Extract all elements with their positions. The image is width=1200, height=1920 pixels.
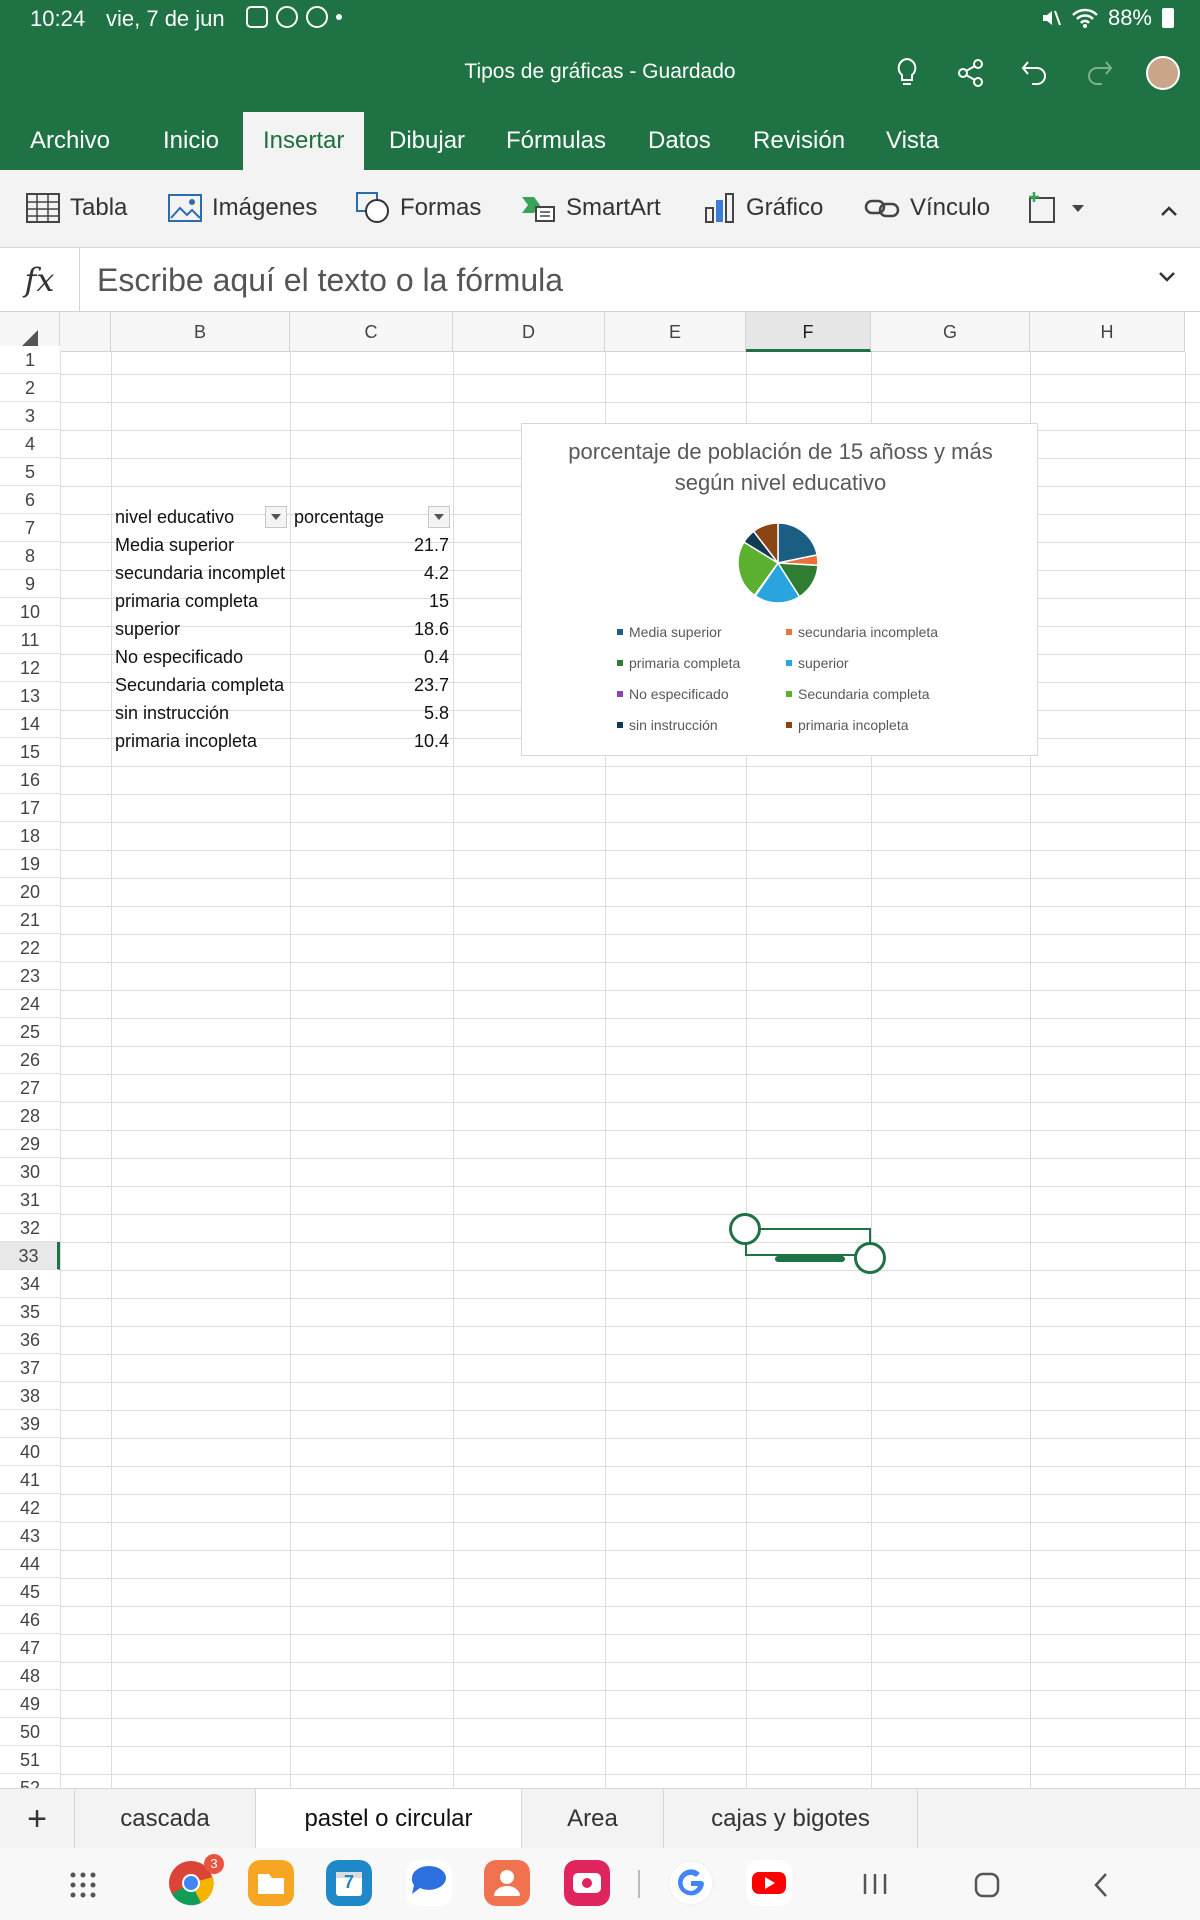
- tab-archivo[interactable]: Archivo: [30, 127, 111, 154]
- row-header[interactable]: 20: [0, 878, 60, 906]
- column-header-g[interactable]: G: [871, 312, 1030, 352]
- gridline: [60, 1606, 1200, 1607]
- wifi-icon: [1072, 7, 1098, 29]
- gridline: [60, 1662, 1200, 1663]
- sheet-tab-cascada[interactable]: cascada: [74, 1789, 256, 1849]
- gridline: [60, 962, 1200, 963]
- row-header[interactable]: 43: [0, 1522, 60, 1550]
- table-button[interactable]: [26, 190, 127, 226]
- chart-button[interactable]: [704, 190, 823, 226]
- screen-recorder-icon[interactable]: [564, 1860, 610, 1906]
- row-header[interactable]: 48: [0, 1662, 60, 1690]
- pie-slice-3[interactable]: [778, 563, 818, 597]
- gridline: [60, 822, 1200, 823]
- mute-icon: [1040, 7, 1062, 29]
- legend-swatch: [786, 722, 792, 728]
- gridline: [60, 1046, 1200, 1047]
- fx-icon[interactable]: fx: [0, 248, 80, 312]
- filter-dropdown-icon[interactable]: [265, 506, 287, 528]
- table-cell-label[interactable]: No especificado: [115, 647, 244, 667]
- gridline: [60, 850, 1200, 851]
- redo-icon[interactable]: [1080, 54, 1118, 92]
- legend-swatch: [617, 722, 623, 728]
- column-header-b[interactable]: B: [111, 312, 290, 352]
- column-header-c[interactable]: C: [290, 312, 453, 352]
- add-more-button[interactable]: [1026, 190, 1086, 226]
- google-app-icon[interactable]: [668, 1860, 714, 1906]
- pie-slice-2[interactable]: [778, 555, 818, 566]
- gridline: [60, 374, 1200, 375]
- row-header[interactable]: 31: [0, 1186, 60, 1214]
- gridline: [60, 1410, 1200, 1411]
- row-header[interactable]: 28: [0, 1102, 60, 1130]
- row-header[interactable]: 3: [0, 402, 60, 430]
- status-bar: [0, 0, 1200, 38]
- gridline: [60, 1130, 1200, 1131]
- more-notifications-icon: [336, 14, 342, 20]
- tab-datos[interactable]: Datos: [648, 127, 711, 154]
- system-icons: [1040, 5, 1174, 31]
- add-box-icon: [1026, 192, 1060, 224]
- gridline: [60, 1382, 1200, 1383]
- table-cell-label[interactable]: primaria incopleta: [115, 731, 258, 751]
- legend-label: Media superior: [629, 624, 722, 640]
- row-header[interactable]: 24: [0, 990, 60, 1018]
- table-cell-label[interactable]: superior: [115, 619, 181, 639]
- gridline: [60, 352, 61, 1788]
- row-header[interactable]: 15: [0, 738, 60, 766]
- column-header-e[interactable]: E: [605, 312, 746, 352]
- gridline: [111, 352, 112, 1788]
- row-header[interactable]: 1: [0, 346, 60, 374]
- row-header[interactable]: 11: [0, 626, 60, 654]
- row-header[interactable]: 14: [0, 710, 60, 738]
- gridline: [60, 766, 1200, 767]
- gridline: [60, 878, 1200, 879]
- images-label: Imágenes: [212, 194, 318, 221]
- cell-selection[interactable]: [745, 1228, 871, 1256]
- title-actions: [888, 54, 1182, 92]
- smartart-icon: [520, 193, 556, 223]
- link-label: Vínculo: [910, 194, 991, 221]
- lightbulb-icon[interactable]: [888, 54, 926, 92]
- row-header[interactable]: 27: [0, 1074, 60, 1102]
- table-cell-label[interactable]: secundaria incomplet: [115, 563, 286, 583]
- legend-item[interactable]: [786, 686, 930, 702]
- legend-item[interactable]: [617, 655, 740, 671]
- column-header-h[interactable]: H: [1030, 312, 1185, 352]
- table-cell-value[interactable]: 15: [428, 591, 449, 611]
- row-header[interactable]: 37: [0, 1354, 60, 1382]
- row-header[interactable]: 10: [0, 598, 60, 626]
- gridline: [60, 794, 1200, 795]
- row-header[interactable]: 17: [0, 794, 60, 822]
- gallery-notification-icon: [246, 6, 268, 28]
- row-header[interactable]: 16: [0, 766, 60, 794]
- gridline: [60, 1354, 1200, 1355]
- row-header[interactable]: 36: [0, 1326, 60, 1354]
- legend-label: sin instrucción: [629, 717, 718, 733]
- row-header[interactable]: 4: [0, 430, 60, 458]
- row-header[interactable]: 2: [0, 374, 60, 402]
- gridline: [60, 1634, 1200, 1635]
- row-header[interactable]: 32: [0, 1214, 60, 1242]
- legend-label: superior: [798, 655, 849, 671]
- legend-item[interactable]: [617, 717, 718, 733]
- row-header[interactable]: 45: [0, 1578, 60, 1606]
- selection-resize-grip[interactable]: [775, 1256, 845, 1262]
- row-header[interactable]: 18: [0, 822, 60, 850]
- table-cell-label[interactable]: Secundaria completa: [115, 675, 285, 695]
- row-header[interactable]: 30: [0, 1158, 60, 1186]
- gridline: [60, 990, 1200, 991]
- row-header[interactable]: 33: [0, 1242, 60, 1270]
- row-header[interactable]: 12: [0, 654, 60, 682]
- row-header[interactable]: 9: [0, 570, 60, 598]
- chart-icon: [704, 192, 736, 224]
- legend-label: primaria completa: [629, 655, 741, 671]
- table-cell-value[interactable]: 10.4: [413, 731, 449, 751]
- legend-swatch: [617, 629, 623, 635]
- pie-slice-8[interactable]: [754, 523, 778, 563]
- gridline: [60, 1774, 1200, 1775]
- image-icon: [168, 194, 202, 222]
- row-header[interactable]: 46: [0, 1606, 60, 1634]
- gridline: [60, 1074, 1200, 1075]
- pie-slice-4[interactable]: [755, 563, 799, 603]
- legend-label: primaria incopleta: [798, 717, 909, 733]
- table-cell-value[interactable]: 21.7: [413, 535, 449, 555]
- legend-item[interactable]: [617, 624, 722, 640]
- row-header[interactable]: 6: [0, 486, 60, 514]
- sheet-tab-area[interactable]: Area: [522, 1789, 664, 1849]
- gridline: [60, 1550, 1200, 1551]
- smartart-label: SmartArt: [566, 194, 661, 221]
- gridline: [60, 1522, 1200, 1523]
- dock-divider: [638, 1870, 640, 1898]
- gridline: [60, 402, 1200, 403]
- gridline: [60, 1326, 1200, 1327]
- share-icon[interactable]: [952, 54, 990, 92]
- legend-item[interactable]: [786, 717, 909, 733]
- table-header-nivel[interactable]: nivel educativo: [115, 507, 235, 527]
- android-navigation: [0, 1848, 1200, 1920]
- table-cell-label[interactable]: Media superior: [115, 535, 235, 555]
- legend-label: Secundaria completa: [798, 686, 930, 702]
- table-cell-label[interactable]: sin instrucción: [115, 703, 230, 723]
- user-avatar[interactable]: [1144, 54, 1182, 92]
- table-cell-value[interactable]: 5.8: [423, 703, 449, 723]
- table-icon: [26, 193, 60, 223]
- calendar-day: 7: [343, 1872, 354, 1892]
- youtube-app-icon[interactable]: [746, 1860, 792, 1906]
- status-time: 10:24: [30, 6, 86, 31]
- gridline: [60, 1494, 1200, 1495]
- row-header[interactable]: 38: [0, 1382, 60, 1410]
- formula-input[interactable]: Escribe aquí el texto o la fórmula: [97, 262, 564, 298]
- row-header[interactable]: 40: [0, 1438, 60, 1466]
- tab-vista[interactable]: Vista: [886, 127, 939, 154]
- link-button[interactable]: [864, 190, 990, 226]
- expand-formula-icon[interactable]: [1158, 270, 1176, 288]
- row-header[interactable]: 50: [0, 1718, 60, 1746]
- gridline: [60, 1718, 1200, 1719]
- gridline: [60, 1158, 1200, 1159]
- link-icon: [864, 196, 900, 220]
- tab-inicio[interactable]: Inicio: [163, 127, 220, 154]
- row-header[interactable]: 42: [0, 1494, 60, 1522]
- status-date: vie, 7 de jun: [106, 6, 225, 31]
- chart-label: Gráfico: [746, 194, 824, 221]
- sheet-tab-cajas[interactable]: cajas y bigotes: [664, 1789, 918, 1849]
- gridline: [60, 1270, 1200, 1271]
- document-title[interactable]: Tipos de gráficas - Guardado: [464, 60, 736, 83]
- notification-icons: [246, 6, 342, 28]
- pie-slice-5[interactable]: [754, 563, 778, 596]
- contacts-app-icon[interactable]: [484, 1860, 530, 1906]
- row-header[interactable]: 13: [0, 682, 60, 710]
- row-header[interactable]: 47: [0, 1634, 60, 1662]
- gridline: [60, 1690, 1200, 1691]
- files-app-icon[interactable]: [248, 1860, 294, 1906]
- row-header[interactable]: 23: [0, 962, 60, 990]
- filter-dropdown-icon[interactable]: [428, 506, 450, 528]
- back-icon[interactable]: [1092, 1872, 1110, 1898]
- legend-swatch: [786, 691, 792, 697]
- collapse-ribbon-icon[interactable]: [1160, 204, 1178, 222]
- app-header: [0, 0, 1200, 170]
- row-header[interactable]: 25: [0, 1018, 60, 1046]
- chrome-notification-icon-2: [306, 6, 328, 28]
- pie-slice-6[interactable]: [738, 542, 778, 595]
- gridline: [60, 1578, 1200, 1579]
- shapes-icon: [356, 192, 390, 224]
- legend-item[interactable]: [786, 624, 938, 640]
- row-header[interactable]: 19: [0, 850, 60, 878]
- ribbon-tabs: [0, 112, 1200, 170]
- tab-dibujar[interactable]: Dibujar: [389, 127, 466, 154]
- undo-icon[interactable]: [1016, 54, 1054, 92]
- table-header-porcentage[interactable]: porcentage: [294, 507, 385, 527]
- column-header-a[interactable]: [60, 312, 111, 352]
- row-header[interactable]: 44: [0, 1550, 60, 1578]
- gridline: [60, 1214, 1200, 1215]
- pie-chart[interactable]: [521, 423, 1038, 756]
- table-label: Tabla: [70, 194, 128, 221]
- column-header-f[interactable]: F: [746, 312, 871, 352]
- shapes-label: Formas: [400, 194, 482, 221]
- gridline: [60, 1438, 1200, 1439]
- title-bar: [0, 50, 1200, 96]
- formula-bar: [0, 248, 1200, 312]
- table-cell-value[interactable]: 18.6: [413, 619, 449, 639]
- gridline: [60, 1186, 1200, 1187]
- row-header[interactable]: 21: [0, 906, 60, 934]
- images-button[interactable]: [168, 190, 317, 226]
- gridline: [60, 1102, 1200, 1103]
- legend-swatch: [786, 629, 792, 635]
- legend-swatch: [786, 660, 792, 666]
- row-header[interactable]: 29: [0, 1130, 60, 1158]
- gridline: [60, 1298, 1200, 1299]
- sheet-tabs: [0, 1788, 1200, 1848]
- battery-icon: [1162, 8, 1174, 28]
- row-header[interactable]: 41: [0, 1466, 60, 1494]
- table-cell-label[interactable]: primaria completa: [115, 591, 259, 611]
- table-cell-value[interactable]: 23.7: [413, 675, 449, 695]
- row-header[interactable]: 39: [0, 1410, 60, 1438]
- add-sheet-button[interactable]: +: [27, 1799, 47, 1838]
- row-header[interactable]: 5: [0, 458, 60, 486]
- chrome-notification-icon: [276, 6, 298, 28]
- row-header[interactable]: 8: [0, 542, 60, 570]
- dropdown-caret-icon: [1070, 203, 1086, 213]
- chart-title[interactable]: porcentaje de población de 15 añoss y más según nivel educativo: [568, 439, 993, 495]
- recents-icon[interactable]: [862, 1872, 888, 1896]
- row-header[interactable]: 49: [0, 1690, 60, 1718]
- gridline: [453, 352, 454, 1788]
- app-drawer-icon[interactable]: [70, 1872, 96, 1898]
- tab-insertar[interactable]: Insertar: [243, 112, 364, 170]
- avatar: [1146, 56, 1180, 90]
- sheet-tab-pastel[interactable]: pastel o circular: [256, 1789, 522, 1849]
- row-header[interactable]: 35: [0, 1298, 60, 1326]
- table-cell-value[interactable]: 4.2: [423, 563, 449, 583]
- legend-label: secundaria incompleta: [798, 624, 939, 640]
- gridline: [60, 1018, 1200, 1019]
- pie-slice-1[interactable]: [778, 523, 817, 563]
- shapes-button[interactable]: [356, 190, 481, 226]
- legend-label: No especificado: [629, 686, 729, 702]
- selection-handle-start[interactable]: [729, 1213, 761, 1245]
- row-header[interactable]: 34: [0, 1270, 60, 1298]
- tab-formulas[interactable]: Fórmulas: [506, 127, 607, 154]
- tab-revision[interactable]: Revisión: [753, 127, 846, 154]
- smartart-button[interactable]: [520, 190, 661, 226]
- row-header[interactable]: 7: [0, 514, 60, 542]
- row-header[interactable]: 26: [0, 1046, 60, 1074]
- selection-handle-end[interactable]: [854, 1242, 886, 1274]
- legend-swatch: [617, 691, 623, 697]
- gridline: [60, 934, 1200, 935]
- chrome-badge: 3: [204, 1854, 224, 1874]
- pie-slice-7[interactable]: [744, 531, 778, 563]
- gridline: [1185, 352, 1186, 1788]
- legend-item[interactable]: [617, 686, 729, 702]
- row-header[interactable]: 22: [0, 934, 60, 962]
- legend-swatch: [617, 660, 623, 666]
- legend-item[interactable]: [786, 655, 849, 671]
- gridline: [60, 906, 1200, 907]
- messages-app-icon[interactable]: [406, 1860, 452, 1906]
- battery-percent: 88%: [1107, 5, 1152, 30]
- home-icon[interactable]: [974, 1872, 1000, 1898]
- insert-ribbon: [0, 170, 1200, 248]
- table-cell-value[interactable]: 0.4: [423, 647, 449, 667]
- gridline: [60, 1746, 1200, 1747]
- column-header-d[interactable]: D: [453, 312, 605, 352]
- gridline: [60, 1242, 1200, 1243]
- gridline: [60, 1466, 1200, 1467]
- row-header[interactable]: 51: [0, 1746, 60, 1774]
